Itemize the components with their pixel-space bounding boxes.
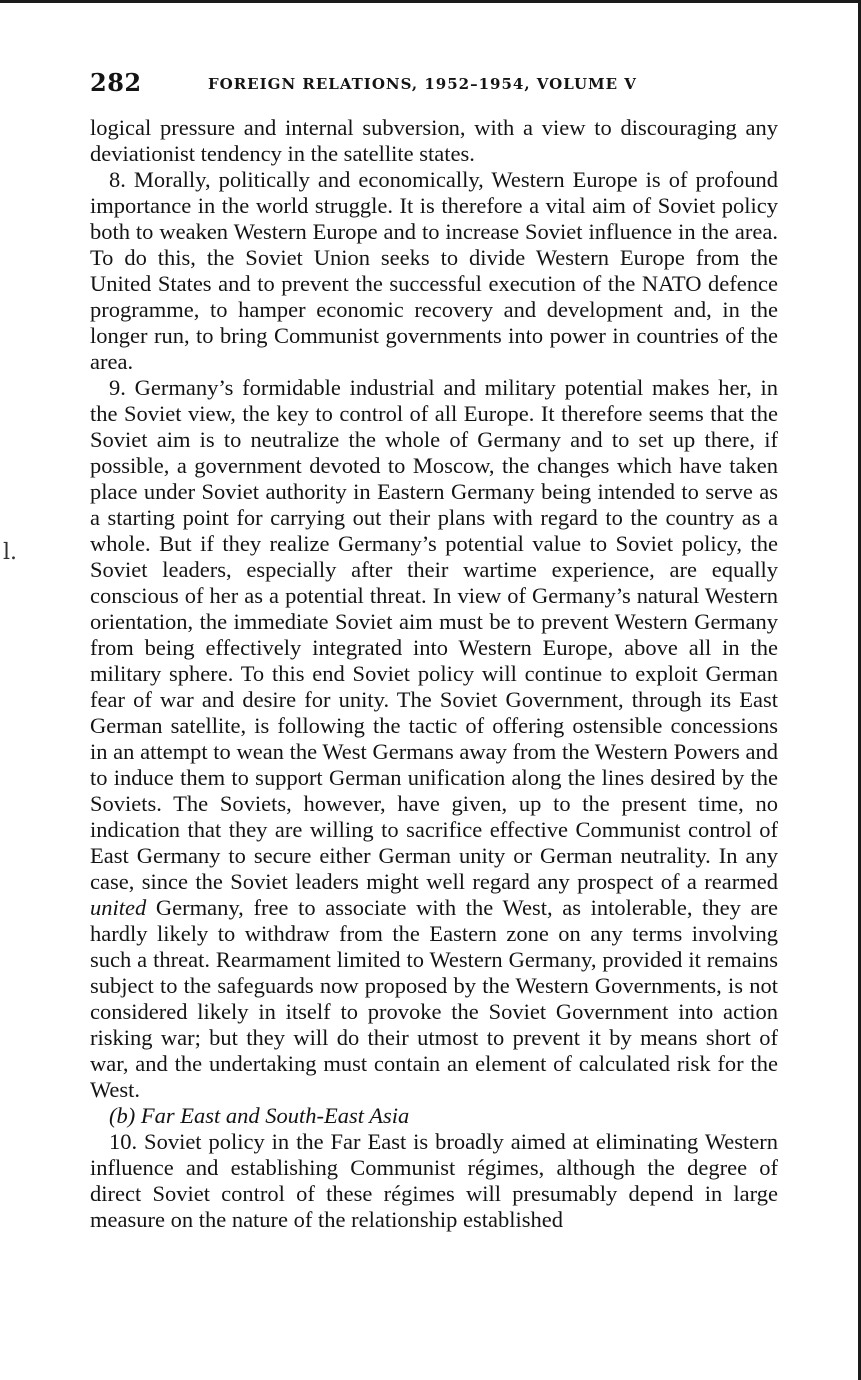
paragraph-9 <box>90 375 778 1103</box>
italic-united: united <box>90 895 147 920</box>
page-number: 282 <box>90 68 142 97</box>
paragraph-9-part-2: Germany, free to associate with the West, as intolerable, they are hardly likely to withdraw from the Eastern zone on any terms involving such a threat. Rearmament limited to Western Germany, provided it remains subject to the safeguards now proposed by the Western Governments, is not considered likely in itself to provoke the Soviet Government into action risking war; but they will do their utmost to prevent it by means short of war, and the undertaking must contain an element of calculated risk for the West. <box>90 895 779 1102</box>
section-label: (b) <box>109 1103 136 1128</box>
page-top-edge <box>0 0 861 3</box>
page-header <box>90 60 778 98</box>
body-text <box>90 115 778 1233</box>
paragraph-continued: logical pressure and internal subversion, with a view to discouraging any deviationist tendency in the satellite states. <box>90 115 778 166</box>
section-heading-b <box>90 1103 778 1129</box>
section-title: Far East and South-East Asia <box>140 1103 410 1128</box>
running-head: FOREIGN RELATIONS, 1952–1954, VOLUME V <box>208 75 637 93</box>
paragraph-8: 8. Morally, politically and economically, Western Europe is of profound importance in the world struggle. It is therefore a vital aim of Soviet policy both to weaken Western Europe and to increase Soviet influence in the area. To do this, the Soviet Union seeks to divide Western Europe from the United States and to prevent the successful execution of the NATO defence programme, to hamper economic recovery and development and, in the longer run, to bring Communist governments into power in countries of the area. <box>90 167 778 374</box>
margin-mark: l. <box>3 540 18 565</box>
paragraph-10: 10. Soviet policy in the Far East is broadly aimed at eliminating Western influence and establishing Communist régimes, although the degree of direct Soviet control of these régimes will presumably depend in large measure on the nature of the relationship established <box>90 1129 778 1232</box>
document-page <box>90 60 778 1233</box>
paragraph-9-part-1: 9. Germany’s formidable industrial and military potential makes her, in the Soviet view, the key to control of all Europe. It therefore seems that the Soviet aim is to neutralize the whole of Germany and to set up there, if possible, a government devoted to Moscow, the changes which have taken place under Soviet authority in Eastern Germany being intended to serve as a starting point for carrying out their plans with regard to the country as a whole. But if they realize Germany’s potential value to Soviet policy, the Soviet leaders, especially after their wartime experience, are equally conscious of her as a potential threat. In view of Germany’s natural Western orientation, the immediate Soviet aim must be to prevent Western Germany from being effectively integrated into Western Europe, above all in the military sphere. To this end Soviet policy will continue to exploit German fear of war and desire for unity. The Soviet Government, through its East German satellite, is following the tactic of offering ostensible concessions in an attempt to wean the West Germans away from the Western Powers and to induce them to support German unification along the lines desired by the Soviets. The Soviets, however, have given, up to the present time, no indication that they are willing to sacrifice effective Communist control of East Germany to secure either German unity or German neutrality. In any case, since the Soviet leaders might well regard any prospect of a rearmed <box>90 375 778 894</box>
